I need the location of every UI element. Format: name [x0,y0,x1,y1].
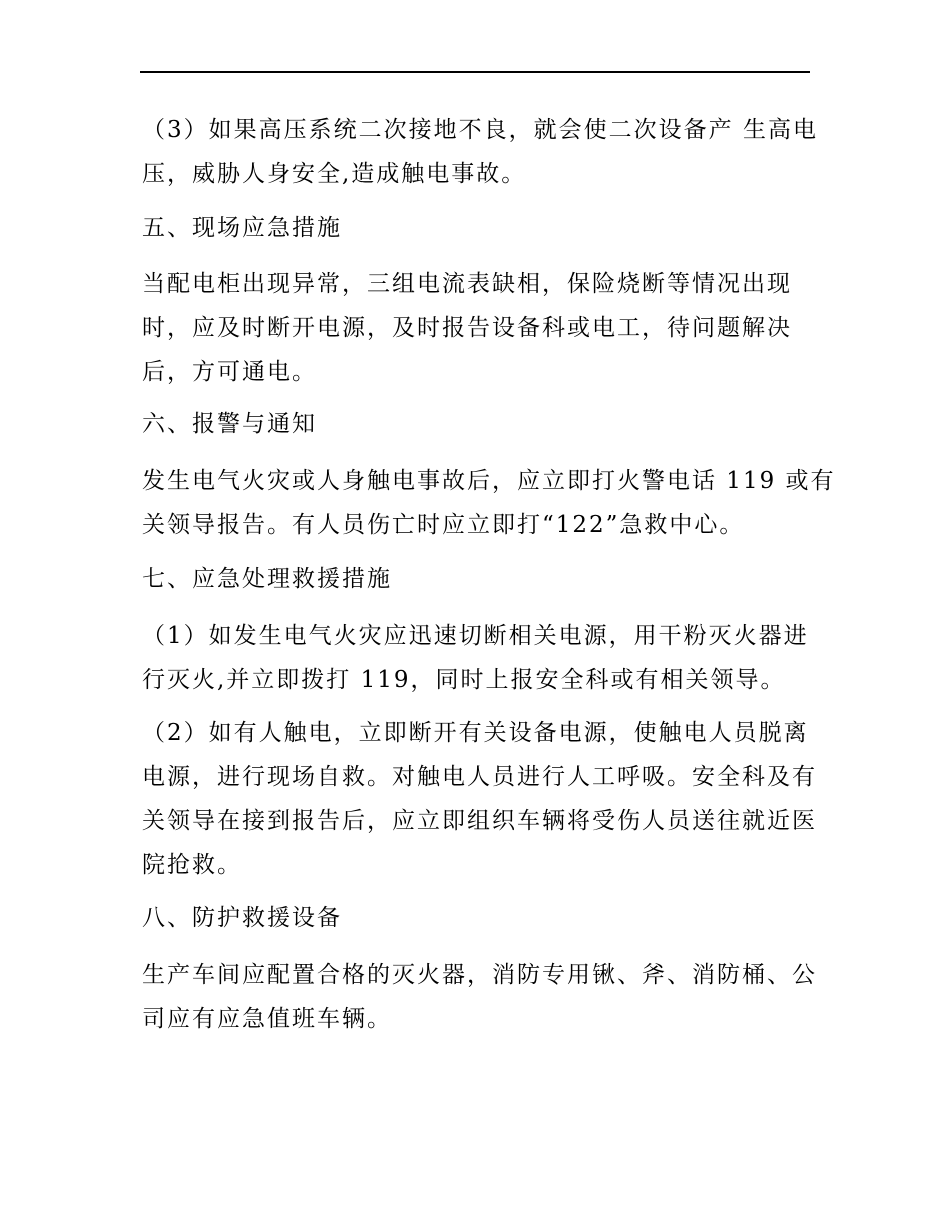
paragraph-line: 生产车间应配置合格的灭火器，消防专用锹、斧、消防桶、公 [142,962,817,988]
paragraph-line: 关领导报告。有人员伤亡时应立即打“122”急救中心。 [142,512,745,538]
paragraph-line: 压，威胁人身安全,造成触电事故。 [142,161,527,187]
section-heading-7: 七、应急处理救援措施 [142,566,392,592]
paragraph-line: 院抢救。 [142,852,242,878]
paragraph-line: 关领导在接到报告后，应立即组织车辆将受伤人员送往就近医 [142,808,817,834]
paragraph-electric-shock-response [142,711,817,887]
paragraph-line: 当配电柜出现异常，三组电流表缺相，保险烧断等情况出现 [142,271,792,297]
section-heading-8: 八、防护救援设备 [142,905,342,931]
paragraph-line: 行灭火,并立即拨打 119，同时上报安全科或有相关领导。 [142,667,786,693]
paragraph-line: （2）如有人触电，立即断开有关设备电源，使触电人员脱离 [142,720,809,746]
paragraph-fire-response [142,614,810,702]
paragraph-line: 时，应及时断开电源，及时报告设备科或电工，待问题解决 [142,315,792,341]
section-heading-6: 六、报警与通知 [142,411,317,437]
paragraph-line: （1）如发生电气火灾应迅速切断相关电源，用干粉灭火器进 [142,623,809,649]
paragraph-line: 司应有应急值班车辆。 [142,1006,392,1032]
paragraph-high-voltage-grounding [142,108,818,196]
paragraph-protective-equipment [142,953,817,1041]
paragraph-line: 发生电气火灾或人身触电事故后，应立即打火警电话 119 或有 [142,468,836,494]
section-heading-5: 五、现场应急措施 [142,215,342,241]
paragraph-onsite-measures [142,262,810,394]
paragraph-line: 电源，进行现场自救。对触电人员进行人工呼吸。安全科及有 [142,764,817,790]
paragraph-line: （3）如果高压系统二次接地不良，就会使二次设备产 生高电 [142,117,818,143]
header-rule [140,71,810,73]
paragraph-alarm-notification [142,459,836,547]
paragraph-line: 后，方可通电。 [142,359,317,385]
